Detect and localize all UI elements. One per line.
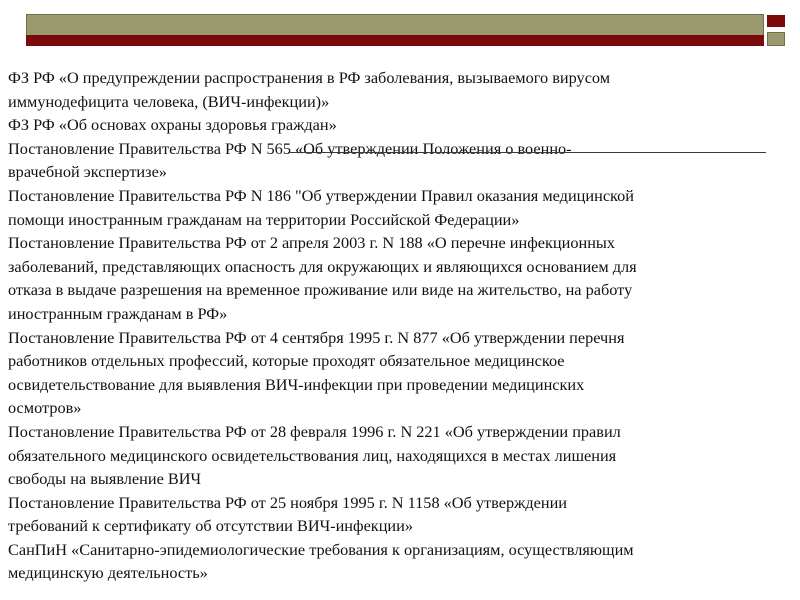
text-line: медицинскую деятельность» (8, 563, 208, 583)
text-line: СанПиН «Санитарно-эпидемиологические требования к организациям, осуществляющим (8, 539, 634, 559)
text-line: врачебной экспертизе» (8, 162, 167, 182)
corner-square-olive (767, 32, 785, 46)
text-line: обязательного медицинского освидетельствования лиц, находящихся в местах лишения (8, 445, 617, 465)
text-line: ФЗ РФ «О предупреждении распространения в РФ заболевания, вызываемого вирусом (8, 68, 611, 87)
text-line: работников отдельных профессий, которые проходят обязательное медицинское (8, 351, 565, 371)
text-line: иностранным гражданам в РФ» (8, 303, 228, 323)
text-line: ФЗ РФ «Об основах охраны здоровья граждан» (8, 115, 337, 135)
text-line: освидетельствование для выявления ВИЧ-инфекции при проведении медицинских (8, 374, 585, 394)
text-line: Постановление Правительства РФ N 186 "Об утверждении Правил оказания медицинской (8, 185, 634, 205)
header-bar (26, 14, 764, 36)
text-line: отказа в выдаче разрешения на временное проживание или виде на жительство, на работу (8, 280, 633, 300)
text-line: заболеваний, представляющих опасность для окружающих и являющихся основанием для (8, 256, 637, 276)
text-line: Постановление Правительства РФ от 4 сентября 1995 г. N 877 «Об утверждении перечня (8, 327, 625, 347)
header-stripe (26, 35, 764, 46)
text-line: помощи иностранным гражданам на территории Российской Федерации» (8, 209, 520, 229)
text-line: Постановление Правительства РФ от 28 февраля 1996 г. N 221 «Об утверждении правил (8, 421, 621, 441)
text-line: Постановление Правительства РФ от 25 ноября 1995 г. N 1158 «Об утверждении (8, 492, 568, 512)
corner-square-red (767, 15, 785, 27)
text-line: Постановление Правительства РФ N 565 «Об утверждении Положения о военно- (8, 138, 572, 158)
text-line: Постановление Правительства РФ от 2 апреля 2003 г. N 188 «О перечне инфекционных (8, 233, 615, 253)
text-line: осмотров» (8, 398, 82, 418)
divider-line (288, 152, 766, 153)
text-line: свободы на выявление ВИЧ (8, 469, 202, 489)
text-line: требований к сертификату об отсутствии ВИЧ-инфекции» (8, 516, 413, 536)
document-body (8, 66, 790, 585)
text-line: иммунодефицита человека, (ВИЧ-инфекции)» (8, 91, 330, 111)
